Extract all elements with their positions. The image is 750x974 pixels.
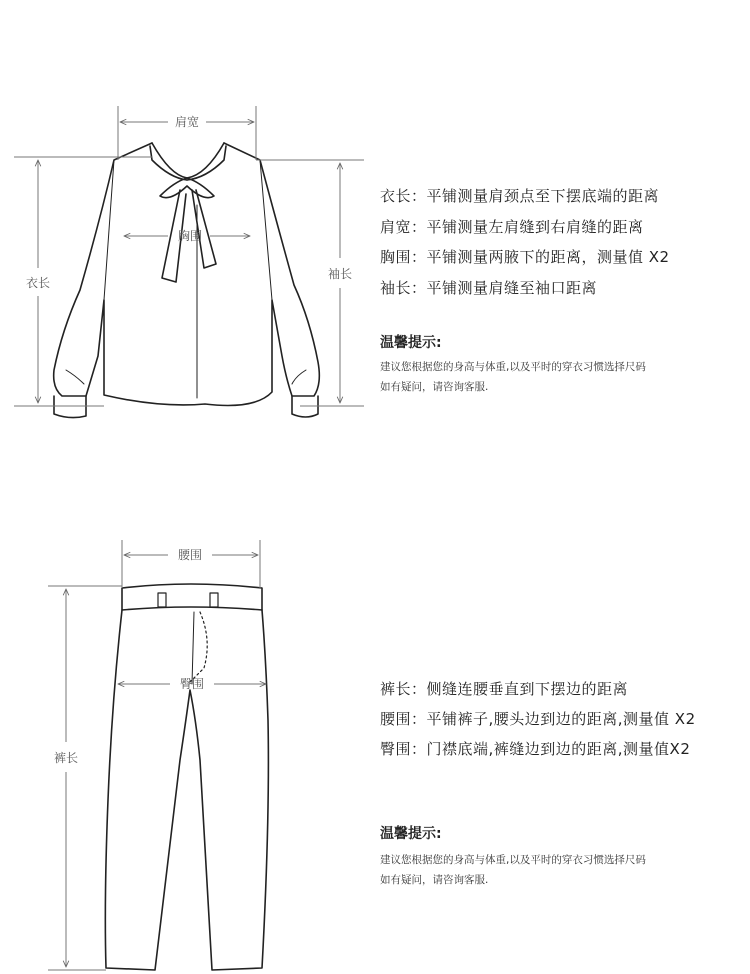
pants-measure-waist: 腰围：平铺裤子,腰头边到边的距离,测量值 X2 <box>380 710 696 728</box>
shirt-measure-shoulder: 肩宽：平铺测量左肩缝到右肩缝的距离 <box>380 218 644 236</box>
waist-label: 腰围 <box>177 548 203 562</box>
pants-measure-length: 裤长：侧缝连腰垂直到下摆边的距离 <box>380 680 629 698</box>
shirt-length-label: 衣长 <box>25 276 51 290</box>
pants-guides <box>48 540 266 970</box>
shoulder-label: 肩宽 <box>174 115 200 129</box>
shirt-measure-sleeve: 袖长：平铺测量肩缝至袖口距离 <box>380 279 598 297</box>
shirt-tip-title: 温馨提示: <box>380 335 442 351</box>
shirt-illustration <box>54 143 320 418</box>
shirt-guides <box>14 106 364 406</box>
sleeve-length-label: 袖长 <box>327 267 353 281</box>
shirt-tip-body: 建议您根据您的身高与体重,以及平时的穿衣习惯选择尺码 如有疑问，请咨询客服. <box>380 361 646 393</box>
pants-tip-body: 建议您根据您的身高与体重,以及平时的穿衣习惯选择尺码 如有疑问，请咨询客服. <box>380 854 646 886</box>
pants-illustration <box>105 584 268 970</box>
pants-measure-hip: 臀围：门襟底端,裤缝边到边的距离,测量值X2 <box>380 740 691 758</box>
shirt-measure-length: 衣长：平铺测量肩颈点至下摆底端的距离 <box>380 187 660 205</box>
shirt-measure-chest: 胸围：平铺测量两腋下的距离，测量值 X2 <box>380 248 670 266</box>
chest-label: 胸围 <box>177 229 203 243</box>
hip-label: 臀围 <box>179 677 205 691</box>
pants-length-label: 裤长 <box>53 751 79 765</box>
pants-tip-title: 温馨提示: <box>380 826 442 842</box>
